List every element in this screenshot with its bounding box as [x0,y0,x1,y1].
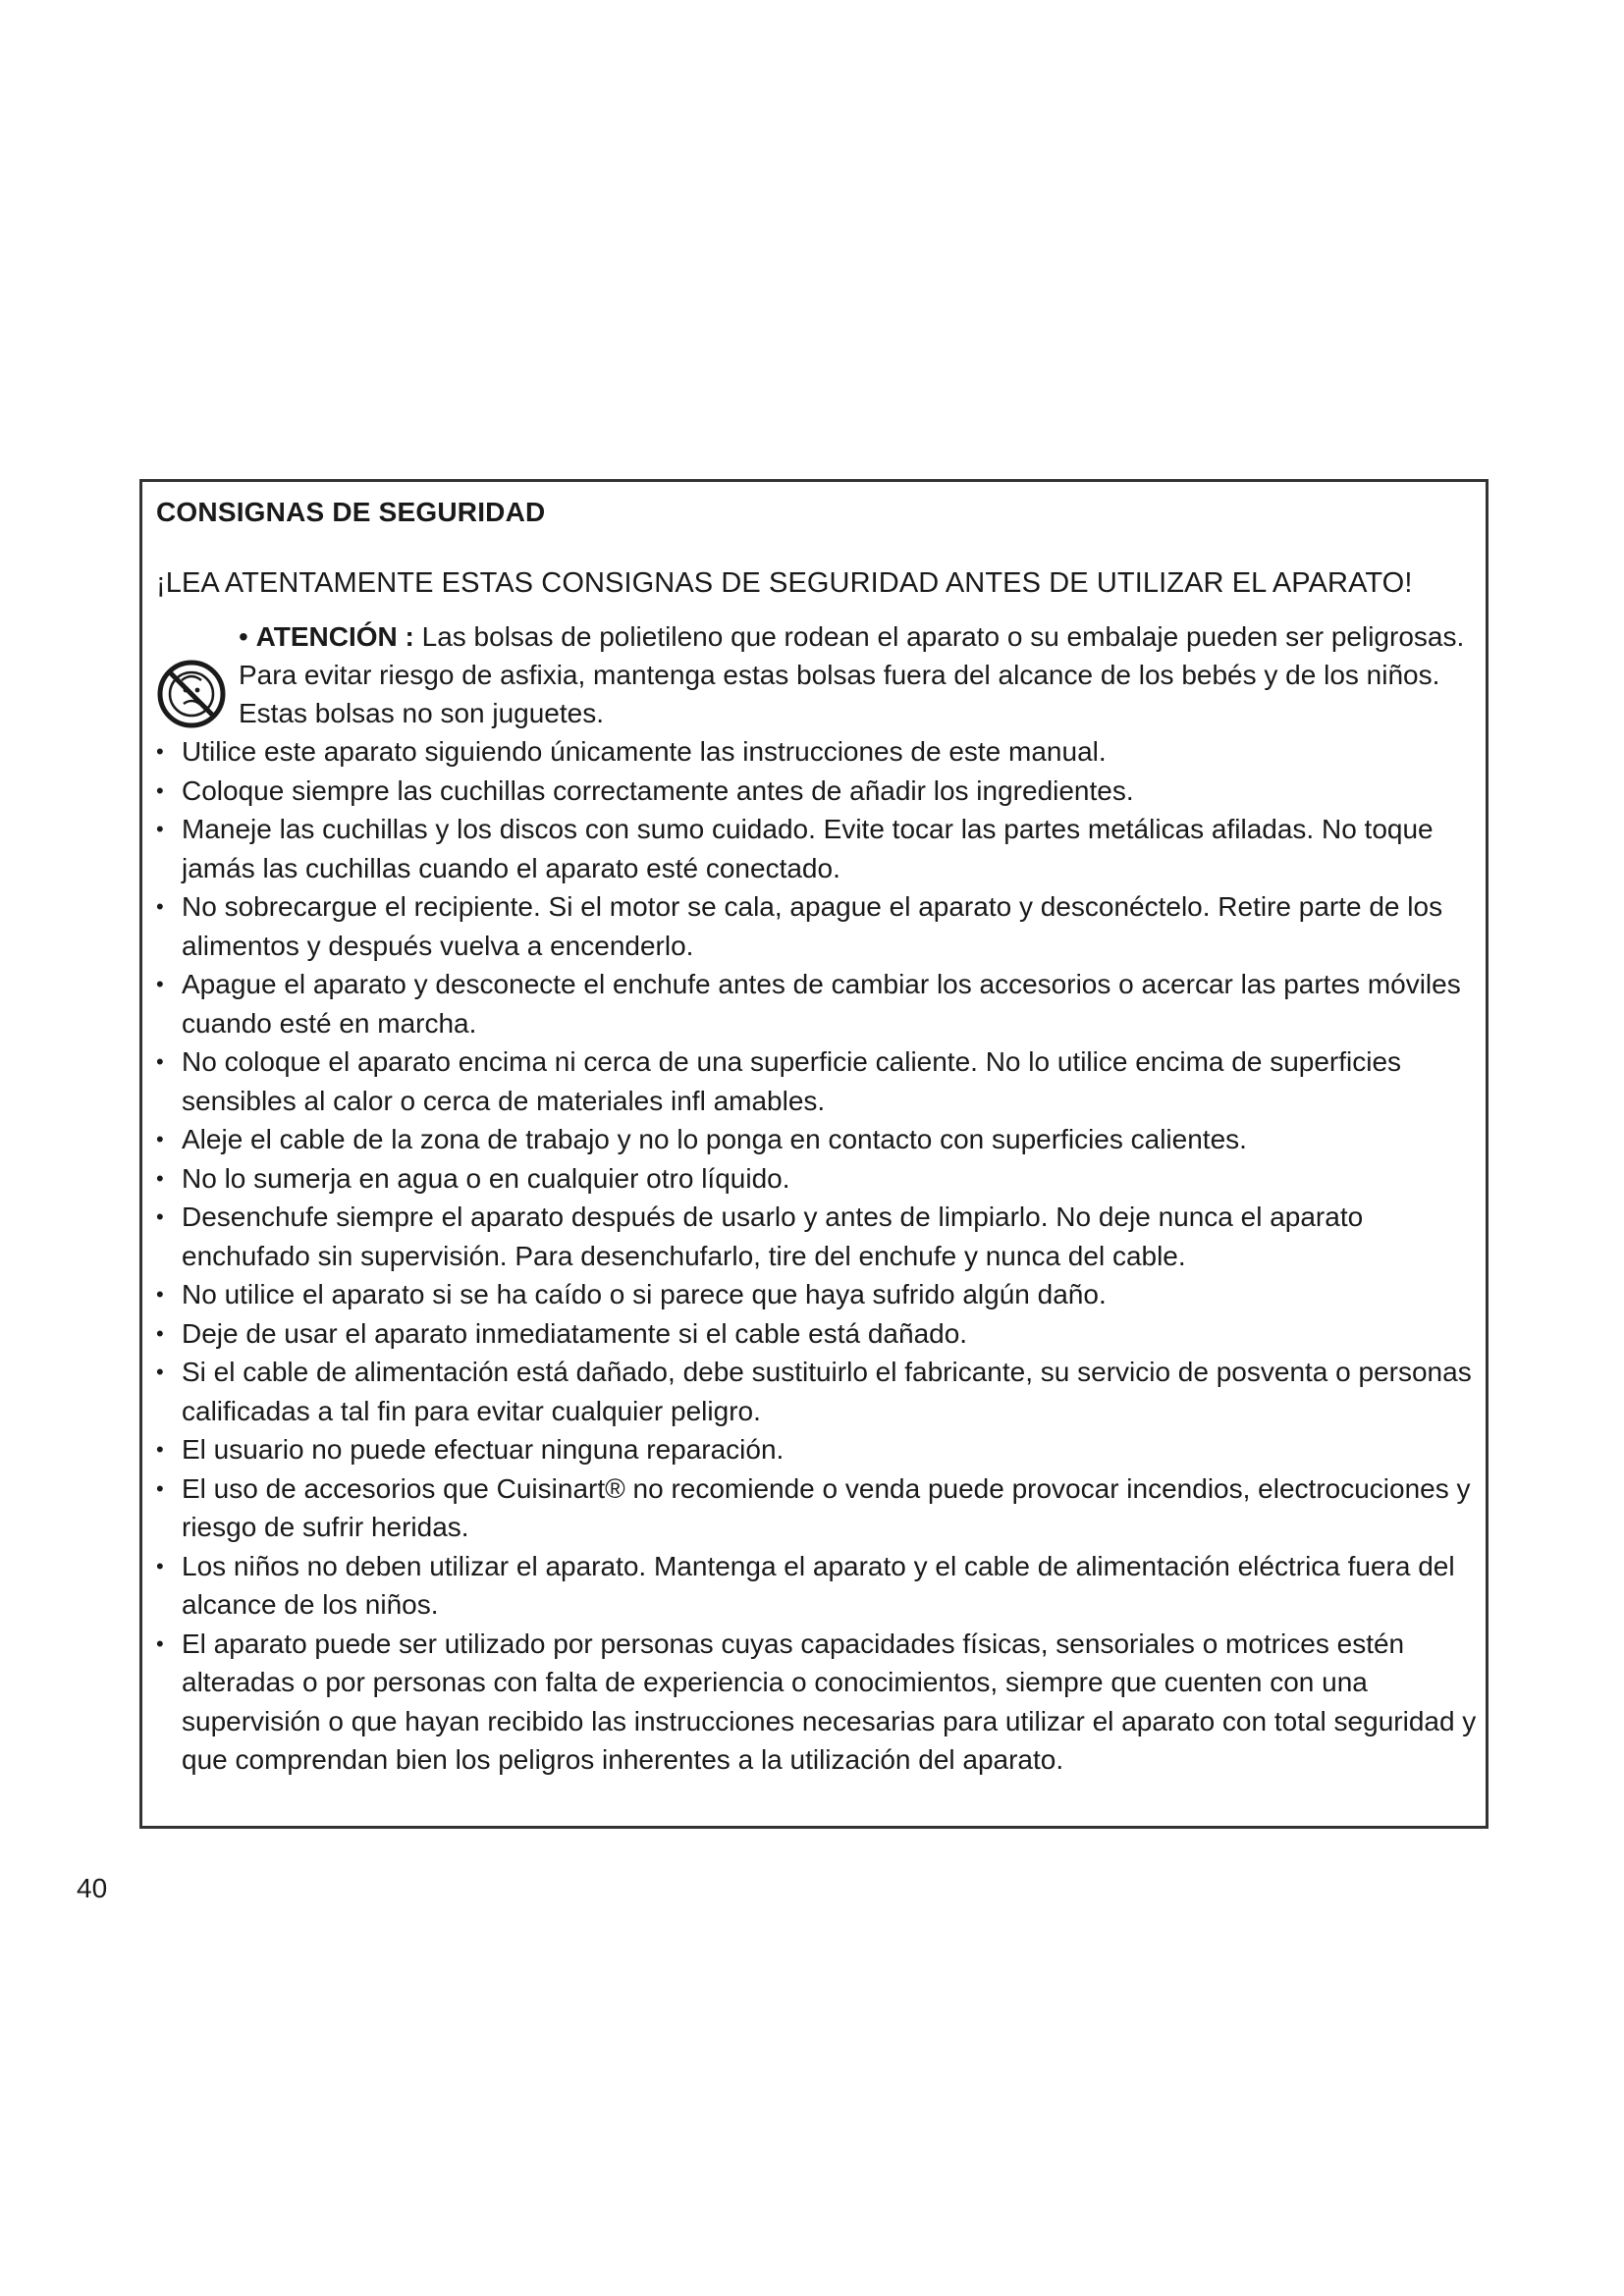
warning-bullet: • [239,621,256,653]
list-item: • Los niños no deben utilizar el aparato. Mantenga el aparato y el cable de alimentación eléctrica fuera del alcance de los niños. [156,1547,1478,1625]
safety-instructions-content [156,496,1478,1780]
list-item: • Si el cable de alimentación está dañado, debe sustituirlo el fabricante, su servicio de posventa o personas calificadas a tal fin para evitar cualquier peligro. [156,1353,1478,1430]
list-item: • No coloque el aparato encima ni cerca de una superficie caliente. No lo utilice encima de superficies sensibles al calor o cerca de materiales infl amables. [156,1042,1478,1120]
list-item: • Desenchufe siempre el aparato después de usarlo y antes de limpiarlo. No deje nunca el aparato enchufado sin supervisión. Para desenchufarlo, tire del enchufe y nunca del cable. [156,1198,1478,1275]
page-number: 40 [77,1873,108,1903]
warning-body: Las bolsas de polietileno que rodean el aparato o su embalaje pueden ser peligrosas. Para evitar riesgo de asfixia, mantenga estas bolsas fuera del alcance de los bebés y de los niños. Estas bolsas no son juguetes. [239,621,1465,729]
list-item: • No lo sumerja en agua o en cualquier otro líquido. [156,1159,1478,1199]
safety-instructions-box [139,479,1489,1829]
list-item: • El uso de accesorios que Cuisinart® no recomiende o venda puede provocar incendios, electrocuciones y riesgo de sufrir heridas. [156,1469,1478,1547]
section-subtitle: ¡LEA ATENTAMENTE ESTAS CONSIGNAS DE SEGURIDAD ANTES DE UTILIZAR EL APARATO! [156,566,1413,599]
warning-text [239,617,1478,732]
list-item: • El aparato puede ser utilizado por personas cuyas capacidades físicas, sensoriales o motrices estén alteradas o por personas con falta de experiencia o conocimientos, siempre que cuenten con una supervisión o que hayan recibido las instrucciones necesarias para utilizar el aparato con total seguridad y que comprendan bien los peligros inherentes a la utilización del aparato. [156,1625,1478,1780]
list-item: • No utilice el aparato si se ha caído o si parece que haya sufrido algún daño. [156,1275,1478,1314]
section-title: CONSIGNAS DE SEGURIDAD [156,497,546,527]
list-item: • No sobrecargue el recipiente. Si el motor se cala, apague el aparato y desconéctelo. Retire parte de los alimentos y después vuelva a encenderlo. [156,887,1478,965]
warning-label: ATENCIÓN : [255,621,414,653]
safety-list [156,732,1478,1780]
list-item: • Maneje las cuchillas y los discos con sumo cuidado. Evite tocar las partes metálicas afiladas. No toque jamás las cuchillas cuando el aparato esté conectado. [156,810,1478,887]
list-item: • El usuario no puede efectuar ninguna reparación. [156,1430,1478,1469]
list-item: • Coloque siempre las cuchillas correctamente antes de añadir los ingredientes. [156,772,1478,811]
no-plastic-bag-icon [156,659,227,729]
list-item: • Apague el aparato y desconecte el enchufe antes de cambiar los accesorios o acercar las partes móviles cuando esté en marcha. [156,965,1478,1042]
list-item: • Deje de usar el aparato inmediatamente si el cable está dañado. [156,1314,1478,1354]
warning-block [156,617,1478,732]
list-item: • Utilice este aparato siguiendo únicamente las instrucciones de este manual. [156,732,1478,772]
list-item: • Aleje el cable de la zona de trabajo y no lo ponga en contacto con superficies calientes. [156,1120,1478,1159]
